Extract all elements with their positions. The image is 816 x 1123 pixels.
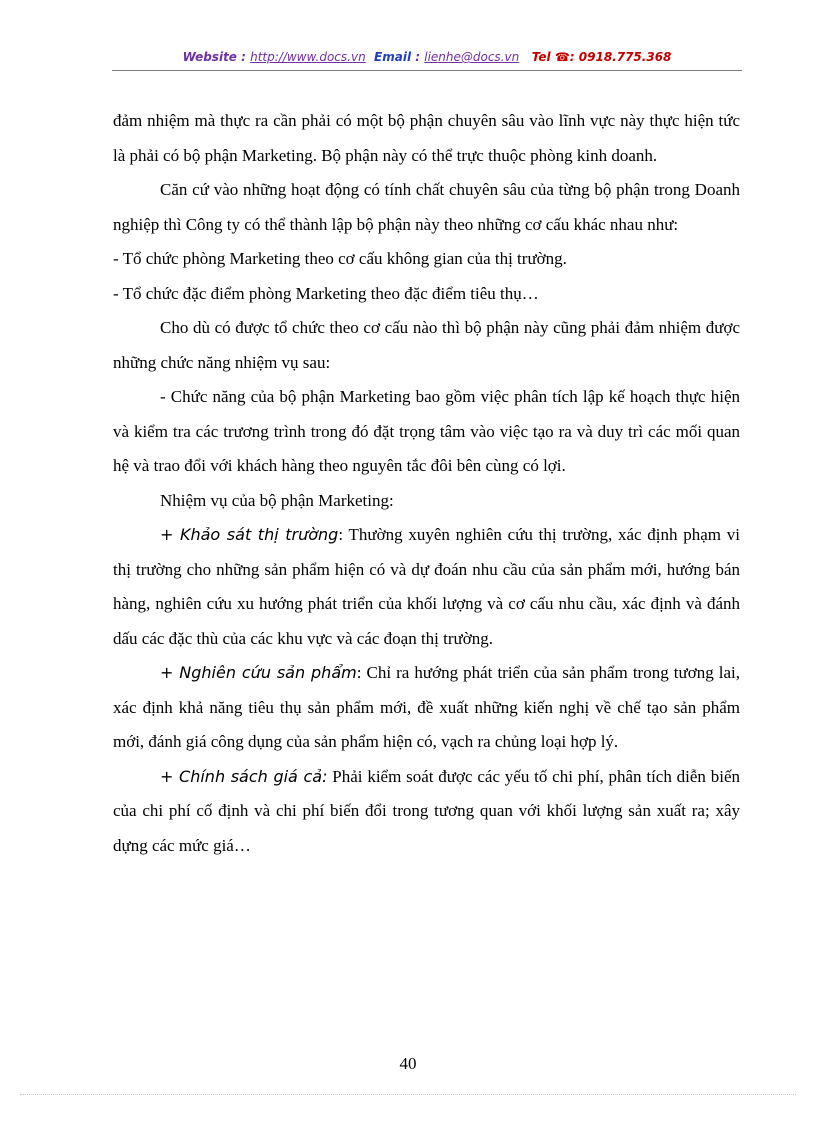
phone-icon: ☎: [554, 50, 570, 64]
paragraph-10-text: Phải kiểm soát được các yếu tố chi phí, phân tích diễn biến của chi phí cố định và chi phí biến đổi trong tương quan với khối lượng sản xuất ra; xây dựng các mức giá…: [113, 766, 740, 855]
email-link[interactable]: lienhe@docs.vn: [424, 50, 520, 64]
email-separator: :: [411, 50, 425, 64]
paragraph-10-lead: + Chính sách giá cả:: [160, 766, 328, 786]
page-number: 40: [399, 1054, 417, 1073]
paragraph-2: Căn cứ vào những hoạt động có tính chất chuyên sâu của từng bộ phận trong Doanh nghiệp thì Công ty có thể thành lập bộ phận này theo những cơ cấu khác nhau như:: [113, 180, 740, 234]
paragraph-9-text: : Chỉ ra hướng phát triển của sản phẩm trong tương lai, xác định khả năng tiêu thụ sản phẩm mới, đề xuất những kiến nghị về chế tạo sản phẩm mới, đánh giá công dụng của sản phẩm hiện có, vạch ra chủng loại hợp lý.: [113, 663, 740, 751]
paragraph-8-lead: + Khảo sát thị trường: [160, 525, 339, 544]
paragraph-5: Cho dù có được tổ chức theo cơ cấu nào thì bộ phận này cũng phải đảm nhiệm được những chức năng nhiệm vụ sau:: [113, 318, 740, 372]
page-header: [112, 50, 742, 64]
paragraph-3: - Tổ chức phòng Marketing theo cơ cấu không gian của thị trường.: [113, 249, 567, 268]
paragraph-8: [113, 518, 740, 656]
paragraph-9: [113, 656, 740, 760]
tel-label: Tel: [531, 50, 555, 64]
document-body: [113, 104, 740, 863]
paragraph-8-text: : Thường xuyên nghiên cứu thị trường, xác định phạm vi thị trường cho những sản phẩm hiện có và dự đoán nhu cầu của sản phẩm mới, hướng bán hàng, nghiên cứu xu hướng phát triển của khối lượng và cơ cấu nhu cầu, xác định và đánh dấu các đặc thù của các khu vực và các đoạn thị trường.: [113, 525, 740, 648]
website-link[interactable]: http://www.docs.vn: [250, 50, 366, 64]
paragraph-4: - Tổ chức đặc điểm phòng Marketing theo đặc điểm tiêu thụ…: [113, 283, 539, 303]
email-label: Email: [374, 50, 412, 64]
paragraph-1: đảm nhiệm mà thực ra cần phải có một bộ phận chuyên sâu vào lĩnh vực này thực hiện tức là phải có bộ phận Marketing. Bộ phận này có thể trực thuộc phòng kinh doanh.: [113, 111, 740, 165]
header-divider: [112, 70, 742, 71]
footer-divider: [20, 1094, 796, 1095]
paragraph-10: [113, 760, 740, 864]
paragraph-6: - Chức năng của bộ phận Marketing bao gồm việc phân tích lập kế hoạch thực hiện và kiểm tra các trương trình trong đó đặt trọng tâm vào việc tạo ra và duy trì các mối quan hệ và trao đổi với khách hàng theo nguyên tắc đôi bên cùng có lợi.: [113, 387, 740, 475]
tel-value: : 0918.775.368: [569, 50, 672, 64]
paragraph-9-lead: + Nghiên cứu sản phẩm: [160, 663, 357, 682]
paragraph-7: Nhiệm vụ của bộ phận Marketing:: [160, 490, 394, 510]
website-label: Website :: [182, 50, 251, 64]
